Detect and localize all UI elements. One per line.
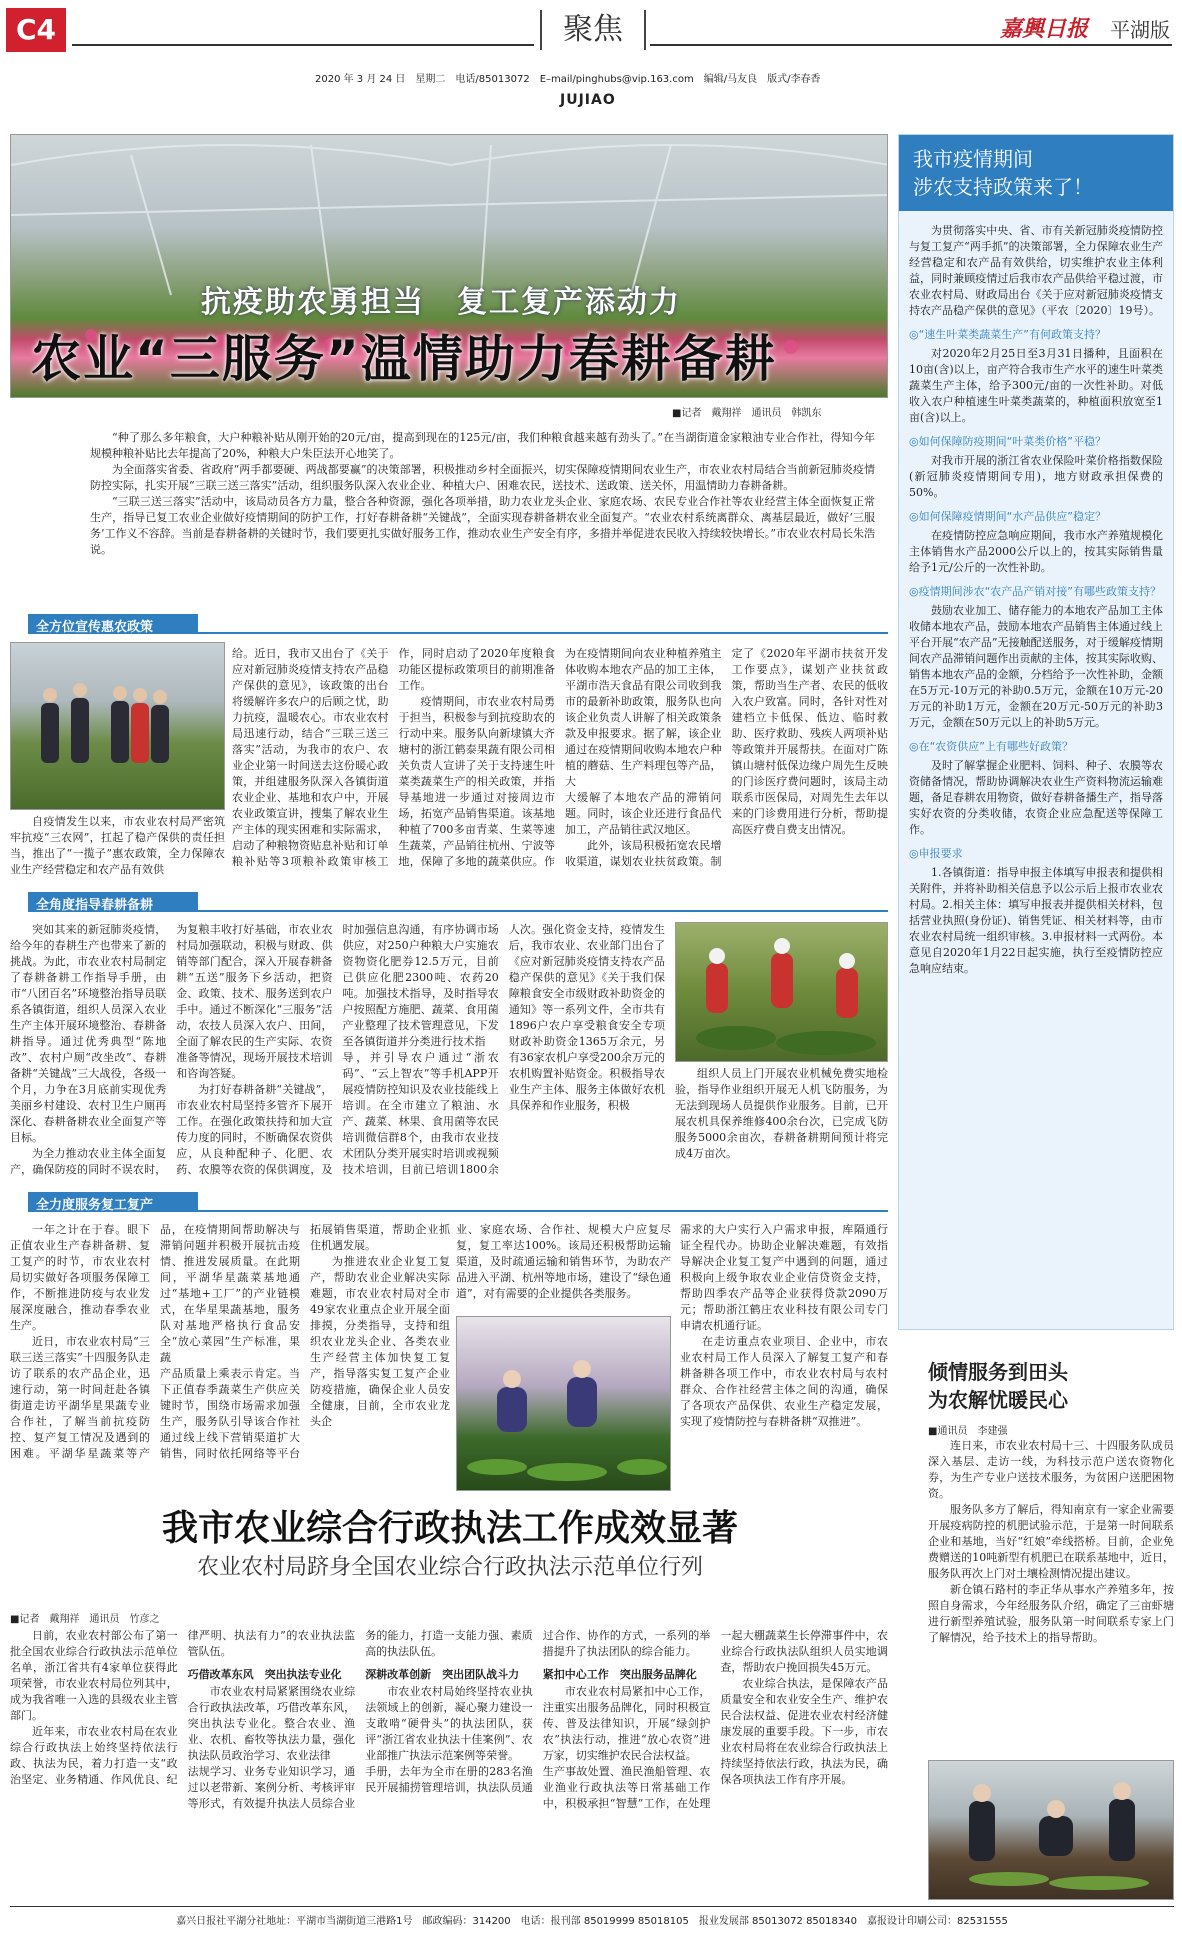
lead-byline: ■记者 戴翔祥 通讯员 韩凯东: [672, 408, 822, 419]
section-rule: [198, 632, 888, 634]
article2-paragraph: 农业综合执法，是保障农产品质量安全和农业安全生产、维护农民合法权益、促进农业农村经济健康发展的重要手段。下一步，市农业农村局将在农业综合行政执法上持续坚持依法行政，执法为民，确保各项执法工作有序开展。: [720, 1677, 888, 1786]
sec1-paragraph: 此外，该局积极拓宽农民增收渠道，谋划农业扶贫政策。制定了《2020年平湖市扶贫开发工作要点》，谋划产业扶贫政策，帮助当生产者、农民的低收入农户致富。同时，各针对性对建档立卡低保、低边、临时救助、医疗救助、残疾人两项补贴等政策并开展帮扶。在面对广陈镇山塘村低保边缘户周先生反映的门诊医疗费问题时，该局主动联系市医保局，对周先生去年以来的门诊费用进行分析，帮助提高医疗费自费支出情况。: [565, 647, 888, 868]
article2-paragraph: 市农业农村局紧扣中心工作，注重实出服务品牌化，同时积极宣传、普及法律知识，开展“绿剑护农”执法行动，推进“放心农资”进万家，切实维护农民合法权益。: [542, 1685, 711, 1762]
lead-paragraph: “三联三送三落实”活动中，该局动员各方力量，整合各种资源，强化各项举措，助力农业龙头企业、家庭农场、农民专业合作社等农业经营主体全面恢复正常生产，指导已复工农业企业做好疫情期间的防护工作，打好春耕备耕“关键战”，全面实现春耕备耕农业全面复产。“农业农村系统离群众、离基层最近，做好‘三服务’工作义不容辞。当前是春耕备耕的关键时节，我们要更扎实做好服务工作，推动农业生产安全有序，多措并举促进农民收入持续较快增长。”市农业农村局长朱浩说。: [90, 495, 875, 556]
sec3-paragraph: 产品质量上乘表示肯定。当下正值春季蔬菜生产供应关键时节，围绕市场需求加强生产，服务队引导该合作社通过线上线下营销渠道扩大销售，同时依托网络等平台拓展销售渠道，帮助企业抓住机遇发展。: [160, 1223, 450, 1460]
sec2-columns: [10, 922, 665, 1192]
photo-overlay-headline: 抗疫助农勇担当 复工复产添动力: [201, 285, 681, 320]
lead-paragraph: 为全面落实省委、省政府“两手都要硬、两战都要赢”的决策部署，积极推动乡村全面振兴，切实保障疫情期间农业生产，市农业农村局结合当前新冠肺炎疫情防控实际，扎实开展“三联三送三落实”活动，组织服务队深入农业企业、种植大户、困难农民，送技术、送政策、送关怀，用温情助力春耕备耕。: [90, 463, 875, 492]
header-rule-left: [72, 44, 534, 46]
article2-subhead: 紧扣中心工作 突出服务品牌化: [542, 1668, 697, 1681]
sidebar-article-title2: 为农解忧暖民心: [928, 1388, 1068, 1412]
policy-sidebar: [898, 134, 1174, 1330]
sidebar-article-paragraph: 连日来，市农业农村局十三、十四服务队成员深入基层、走访一线，为科技示范户送农资物化券，为生产专业户送技术服务，为贫困户送肥困物资。: [928, 1439, 1174, 1500]
brand-logo: 嘉興日报: [1000, 16, 1089, 42]
sec3-columns-mid: [456, 1222, 671, 1312]
sidebar-answer: 1.各镇街道：指导申报主体填写申报表和提供相关附件，并将补助相关信息予以公示后上报市农业农村局。2.相关主体：填写申报表并提供相关材料，包括营业执照(身份证)、销售凭证、相关材料等，由市农业农村局统一组织审核。3.申报材料一式两份。本意见自2020年1月22日起实施，执行至疫情防控应急响应结束。: [909, 866, 1163, 975]
header-pinyin: JUJIAO: [560, 92, 616, 108]
article2-paragraph: 市农业农村局紧紧围绕农业综合行政执法改革，巧借改革东风，突出执法专业化。整合农业、渔业、农机、畜牧等执法力量，强化执法队员政治学习、农业法律: [187, 1685, 356, 1762]
header-meta: 2020 年 3 月 24 日 星期二 电话/85013072 E–mail/pinghubs@vip.163.com 编辑/马友良 版式/李春香: [315, 74, 821, 85]
sec2-paragraph: 突如其来的新冠肺炎疫情，给今年的春耕生产也带来了新的挑战。为此，市农业农村局制定了春耕备耕工作指导手册，由市“八团百名”环境整治指导员联系各镇街道，组织人员深入农业生产主体开展环境整治、春耕备耕指导。通过优秀典型“陈地改”、农村户厕“改坐改”、春耕备耕“关键战”三大战役，各级一个月，力争在3月底前实现优秀美丽乡村建设、农村卫生户厕再深化、春耕备耕农业全面复产等目标。: [10, 923, 167, 1144]
section-header-guidance: 全角度指导春耕备耕: [28, 892, 198, 912]
sec3-paragraph: 为推进农业企业复工复产，帮助农业企业解决实际难题，市农业农村局对全市49家农业重点企业开展全面排摸，分类指导，支持和组织农业龙头企业、各类农业生产经营主体加快复工复产，指导落实复工复产企业防疫措施，确保企业人员安全健康，目前，全市农业龙头企: [310, 1255, 450, 1428]
people-figures: [11, 643, 225, 810]
inspection-figures: [929, 1761, 1174, 1900]
sec3-paragraph: 需求的大户实行入户需求申报，库隔通行证全程代办。协助企业解决难题，有效指导解决企业复工复产中遇到的问题，通过积极向上级争取农业企业信贷资金支持，帮助四季农产品等企业获得贷款2090万元；帮助浙江鹤庄农业科技有限公司专门申请农机通行证。: [680, 1223, 888, 1332]
sec3-columns-left: [10, 1222, 450, 1492]
sidebar-question: ◎如何保障防疫期间“叶菜类价格”平稳？: [909, 435, 1106, 448]
sidebar-question: ◎在“农资供应”上有哪些好政策？: [909, 740, 1073, 753]
page-number-badge: C4: [6, 8, 66, 52]
sidebar-answer: 对2020年2月25日至3月31日播种，且面积在10亩(含)以上，亩产符合我市生产水平的速生叶菜类蔬菜生产主体，给予300元/亩的一次性补助。对低收入农户种植速生叶菜类蔬菜的，种植面积放宽至1亩(含)以上。: [909, 347, 1163, 424]
sidebar-answer: 及时了解掌握企业肥料、饲料、种子、农膜等农资储备情况，帮助协调解决农业生产资料物流运输难题，备足春耕农用物资，做好春耕备播生产，指导落实好农资的分类收储，农资企业应急配送等保障工作。: [909, 759, 1163, 836]
field-visit-photo: [10, 642, 225, 810]
article2-paragraph: 法规学习、业务专业知识学习，通过以老带新、案例分析、考核评审等形式，有效提升执法人员综合业务的能力，打造一支能力强、素质高的执法队伍。: [187, 1629, 533, 1810]
sidebar-intro: 为贯彻落实中央、省、市有关新冠肺炎疫情防控与复工复产“两手抓”的决策部署，全力保障农业生产经营稳定和农产品有效供给，切实维护农业主体利益，同时兼顾疫情过后我市农产品供给平稳过渡，市农业农村局、财政局出台《关于应对新冠肺炎疫情支持农产品稳产保供的意见》（平农〔2020〕19号）。: [909, 224, 1163, 317]
sec1-paragraph: 疫情期间，市农业农村局勇于担当，积极参与到抗疫助农的行动中来。服务队向新埭镇大齐塘村的浙江鹤泰果蔬有限公司相关负责人宣讲了关于支持速生叶菜类蔬菜生产的相关政策，并指导基地进一步通过对接周边市场，拓宽产品销售渠道。该基地种植了700多亩青菜、生菜等速生蔬菜，产品销往杭州、宁波等地，保障了多地的蔬菜供应。作为在疫情期间向农业种植养殖主体收购本地农产品的加工主体，平湖市浩天食品有限公司收到我市的最新补助政策，服务队也向该企业负责人讲解了相关政策条款及申报要求。据了解，该企业通过在疫情期间收购本地农户种植的蘑菇、生产料理包等产品，大: [398, 647, 722, 868]
sec2-paragraph: 为全力推动农业主体全面复产，确保防疫的同时不误农时，为复粮丰收打好基础，市农业农村局加强联动，积极与财政、供销等部门配合，深入开展春耕备耕“五送”服务下乡活动，把资金、政策、技术、服务送到农户手中。通过不断深化“三服务”活动，农技人员深入农户、田间，全面了解农民的生产实际、农资准备等情况，现场开展技术培训和咨询答疑。: [10, 923, 333, 1176]
sec1-paragraph: 给。近日，我市又出台了《关于应对新冠肺炎疫情支持农产品稳产保供的意见》，该政策的出台将缓解许多农户的后顾之忧，助力抗疫，温暖农心。市农业农村局迅速行动，结合“三联三送三落实”活动，为我市的农户、农业企业第一时间送去这份暖心政策，并组建服务队深入各镇街道农业企业、基地和农户中，开展农业政策宣讲，搜集了解农业生产主体的现实困难和实际需求，启动了种粮物资贴息补贴和订单粮补贴等3项粮补政策审核工作，同时启动了2020年度粮食功能区提标政策项目的前期准备工作。: [232, 647, 555, 868]
article2-paragraph: 市农业农村局始终坚持农业执法领域上的创新，凝心聚力建设一支敢啃“硬骨头”的执法团队，获评“浙江省农业执法十佳案例”、农业部推广执法示范案例等荣誉。: [365, 1685, 533, 1762]
section-header-policy: 全方位宣传惠农政策: [28, 614, 198, 634]
article2-paragraph: 近年来，市农业农村局在农业综合行政执法上始终坚持依法行政、执法为民，着力打造一支“政治坚定、业务精通、作风优良、纪律严明、执法有力”的农业执法监管队伍。: [10, 1629, 356, 1786]
section-rule: [198, 1210, 888, 1212]
sidebar-question: ◎“速生叶菜类蔬菜生产”有何政策支持？: [909, 328, 1106, 341]
edition-name: 平湖版: [1110, 18, 1170, 42]
sidebar-header-line1: 我市疫情期间: [913, 147, 1033, 171]
sec3-paragraph: 一年之计在于春。眼下正值农业生产春耕备耕、复工复产的时节，市农业农村局切实做好各项服务保障工作，不断推进防疫与农业发展深度融合，推动春季农业生产。: [10, 1223, 150, 1332]
sidebar-header: [899, 135, 1173, 211]
sidebar-question: ◎如何保障疫情期间“水产品供应”稳定？: [909, 510, 1106, 523]
sidebar-answer: 鼓励农业加工、储存能力的本地农产品加工主体收储本地农产品，鼓励本地农产品销售主体通过线上平台开展“农产品”无接触配送服务，对于缓解疫情期间农产品滞销问题作出贡献的主体，按其实际收购、销售本地农产品的金额，分档给予一次性补助，金额在5万元-10万元的补助0.5万元，金额在10万元-20万元的补助1万元，金额在20万元-50万元的补助3万元，金额在50万元以上的补助5万元。: [909, 604, 1163, 729]
sec3-paragraph: 业、家庭农场、合作社、规模大户应复尽复，复工率达100%。该局还积极帮助运输渠道，及时疏通运输和销售环节，为助农产品进入平湖、杭州等地市场，建设了“绿色通道”，对有需要的企业提供各类服务。: [456, 1223, 671, 1300]
lead-body: [90, 430, 875, 558]
header-rule-right: [650, 44, 1172, 46]
field-inspection-photo: [928, 1760, 1174, 1900]
sidebar-article-paragraph: 服务队多方了解后，得知南京有一家企业需要开展疫病防控的机肥试验示范，于是第一时间联系企业和基地，当好“红娘”牵线搭桥。目前，企业免费赠送的10吨新型有机肥已在联系基地中，近日，服务队再次上门对土壤检测情况提出建议。: [928, 1503, 1174, 1580]
farm-work-photo: [675, 922, 888, 1062]
footer-rule: [10, 1906, 1174, 1907]
sec3-paragraph: 在走访重点农业项目、企业中，市农业农村局工作人员深入了解复工复产和春耕备耕各项工作中，市农业农村局与农村群众、合作社经营主体之间的沟通，确保了各项农产品保供、农业生产稳定发展，实现了疫情防控与春耕备耕“双推进”。: [680, 1335, 888, 1428]
sec2-paragraph: 导，并引导农户通过“浙农码”、“云上智农”等手机APP开展疫情防控知识及农业技能线上培训。在全市建立了粮油、水产、蔬菜、林果、食用菌等农民培训微信群8个，由我市农业技术团队分类开展实时培训或视频技术培训，目前已培训1800余人次。强化资金支持，疫情发生后，我市农业、农业部门出台了《应对新冠肺炎疫情支持农产品稳产保供的意见》《关于我们保障粮食安全市级财政补助资金的通知》等一系列文件，全市共有1896户农户享受粮食安全专项财政补助资金1365万余元，另有36家农机户享受200余万元的农机购置补贴资金。积极指导农业生产主体、服务主体做好农机具保养和作业服务，积极: [342, 923, 665, 1176]
sidebar-article-body: [928, 1438, 1174, 1646]
article2-paragraph: 手册，去年为全市在册的283名渔民开展捕捞管理培训，执法队员通过合作、协作的方式，一系列的举措提升了执法团队的综合能力。: [365, 1629, 711, 1794]
greenhouse-photo: [10, 134, 888, 398]
article2-headline: 我市农业综合行政执法工作成效显著: [161, 1508, 738, 1549]
footer-info: 嘉兴日报社平湖分社地址：平湖市当湖街道三港路1号 邮政编码：314200 电话：报刊部 85019999 85018105 报业发展部 85013072 85018340 嘉报设计印刷公司：82531555: [176, 1916, 1008, 1927]
sec1-photo-caption: 自疫情发生以来，市农业农村局严密筑牢抗疫“三农网”，扛起了稳产保供的责任担当，推出了“一揽子”惠农政策，全力保障农业生产经营稳定和农产品有效供: [10, 815, 225, 876]
sidebar-article-byline: ■通讯员 李建强: [928, 1426, 1008, 1437]
sec1-paragraph: 大缓解了本地农产品的滞销问题。同时，该企业还进行食品代加工，产品销往武汉地区。: [565, 791, 722, 836]
lead-paragraph: “种了那么多年粮食，大户种粮补贴从刚开始的20元/亩，提高到现在的125元/亩，我们种粮食越来越有劲头了。”在当湖街道金家粮油专业合作社，得知今年规模种粮补贴比去年提高了20%，种粮大户朱臣法开心地笑了。: [90, 431, 875, 460]
harvest-figures: [457, 1317, 671, 1491]
sec1-columns: [232, 646, 888, 886]
sidebar-answer: 在疫情防控应急响应期间，我市水产养殖规模化主体销售水产品2000公斤以上的，按其实际销售量给予1元/公斤的一次性补助。: [909, 529, 1163, 574]
section-header-resumption: 全力度服务复工复产: [28, 1192, 198, 1212]
sidebar-article-paragraph: 新仓镇石路村的李正华从事水产养殖多年，按照自身需求，今年经服务队介绍，确定了三亩虾塘进行新型养殖试验，服务队第一时间联系专家上门了解情况，给予技术上的指导帮助。: [928, 1583, 1174, 1644]
section-title: 聚焦: [540, 10, 646, 50]
sec2-photo-caption: 组织人员上门开展农业机械免费实地检验，指导作业组织开展无人机飞防服务，为无法到现场人员提供作业服务。目前，已开展农机具保养维修400余台次，已完成飞防服务5000余亩次，春耕备耕期间预计将完成4万亩次。: [675, 1067, 888, 1160]
sidebar-answer: 对我市开展的浙江省农业保险叶菜价格指数保险(新冠肺炎疫情期间专用)，地方财政承担保费的50%。: [909, 454, 1163, 499]
vegetable-harvest-photo: [456, 1316, 671, 1491]
sidebar-header-line2: 涉农支持政策来了！: [913, 175, 1093, 199]
article2-columns: [10, 1628, 888, 1898]
sec3-columns-right: [680, 1222, 888, 1430]
article2-subhead: 巧借改革东风 突出执法专业化: [187, 1668, 342, 1681]
sec3-paragraph: 近日，市农业农村局“三联三送三落实”十四服务队走访了联系的农产品企业，迅速行动，第一时间赶赴各镇街道走访平湖华星果蔬专业合作社，了解当前抗疫防控、复产复工情况及遇到的困难。平湖华星蔬菜等产品，在疫情期间帮助解决与滞销问题并积极开展抗击疫情、推进发展质量。在此期间，平湖华星蔬菜基地通过“基地+工厂”的产业链模式，在华星果蔬基地，服务队对基地严格执行食品安全“放心菜园”生产标准，果蔬: [10, 1223, 300, 1460]
section-rule: [198, 910, 888, 912]
article2-byline: ■记者 戴翔祥 通讯员 竹彦之: [10, 1614, 160, 1625]
sidebar-question: ◎疫情期间涉农“农产品产销对接”有哪些政策支持？: [909, 585, 1161, 598]
workers-figures: [676, 923, 888, 1062]
lead-headline: 农业“三服务”温情助力春耕备耕: [31, 330, 777, 388]
article2-subhead: 深耕改革创新 突出团队战斗力: [365, 1668, 520, 1681]
article2-paragraph: 日前，农业农村部公布了第一批全国农业综合行政执法示范单位名单，浙江省共有4家单位获得此项荣誉，市农业农村局位列其中，成为我省唯一入选的县级农业主管部门。: [10, 1629, 178, 1722]
sidebar-article-title1: 倾情服务到田头: [928, 1360, 1068, 1384]
article2-subheadline: 农业农村局跻身全国农业综合行政执法示范单位行列: [196, 1555, 703, 1580]
sec2-paragraph: 为打好春耕备耕“关键战”，市农业农村局坚持多管齐下展开工作。在强化政策扶持和加大宣传力度的同时，不断确保农资供应，从良种配种子、化肥、农药、农膜等农资的保供调度，及时加强信息沟通，有序协调市场供应，对250户种粮大户实施农资物资化肥券12.5万元，目前已供应化肥2300吨、农药20吨。加强技术指导，及时指导农户按照配方施肥、蔬菜、食用菌产业整理了技术管理意见，下发至各镇街道并分类进行技术指: [176, 923, 499, 1176]
article2-paragraph: 生产事故处置、渔民渔船管理、农业渔业行政执法等日常基础工作中，积极承担“智慧”工作，在处理一起大棚蔬菜生长停滞事件中，农业综合行政执法队组织人员实地调查，帮助农户挽回损失45万元。: [542, 1629, 888, 1810]
sidebar-question: ◎申报要求: [909, 847, 963, 860]
